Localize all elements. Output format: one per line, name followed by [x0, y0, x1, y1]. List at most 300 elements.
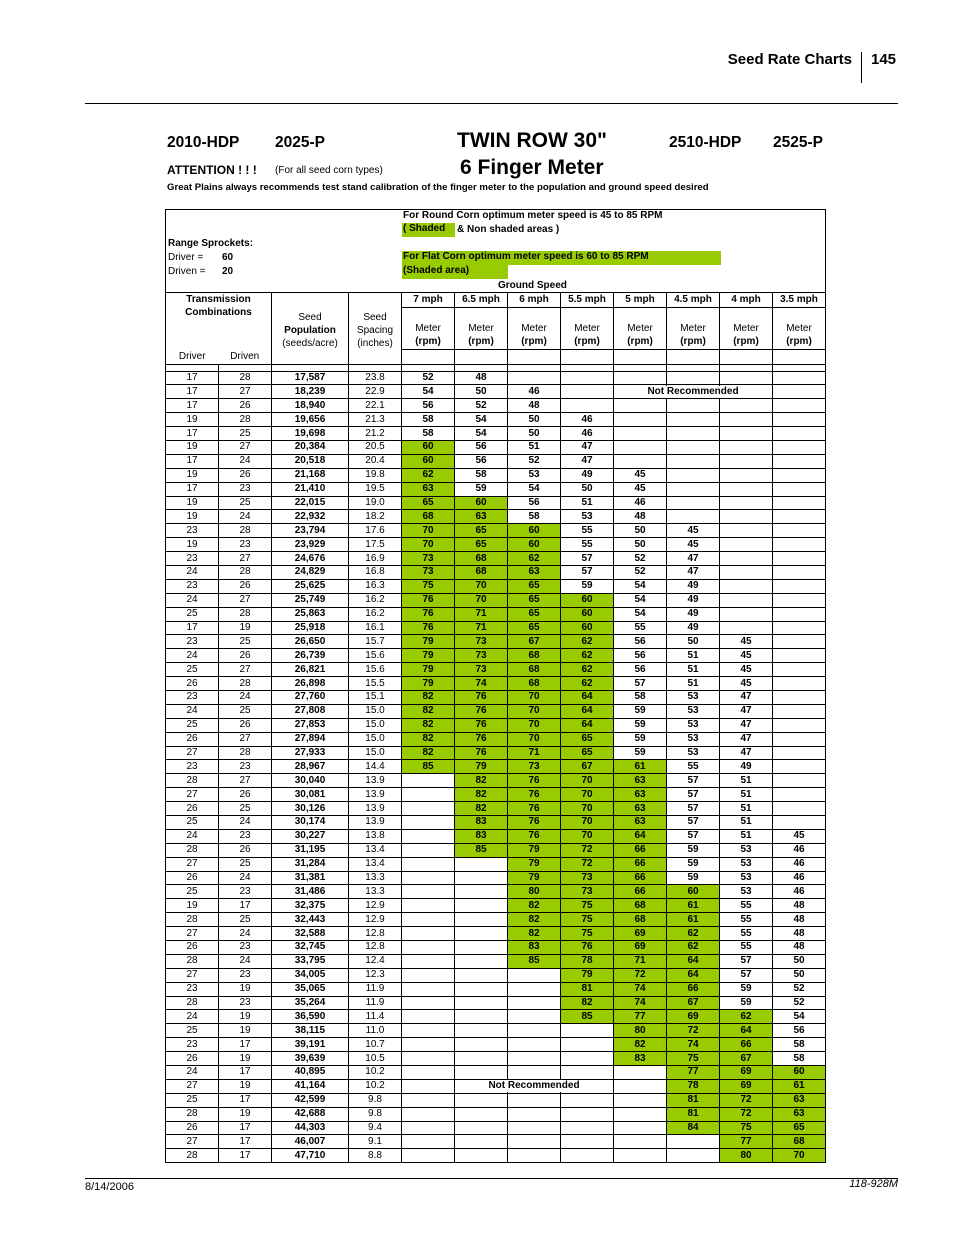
header-rule — [85, 103, 898, 104]
population-cell: 27,933 — [272, 746, 349, 760]
rpm-cell — [508, 1107, 561, 1121]
notes-box — [165, 209, 826, 293]
driven-cell: 17 — [219, 1121, 272, 1135]
table-row — [166, 690, 826, 704]
rpm-cell — [773, 704, 826, 718]
rpm-cell — [720, 496, 773, 510]
rpm-cell — [561, 1149, 614, 1163]
rpm-cell — [614, 1149, 667, 1163]
rpm-cell: 80 — [614, 1024, 667, 1038]
rpm-cell — [773, 690, 826, 704]
rpm-cell: 75 — [667, 1052, 720, 1066]
rpm-cell: 64 — [667, 954, 720, 968]
table-row — [166, 1135, 826, 1149]
spacing-cell: 13.9 — [349, 774, 402, 788]
population-cell: 41,164 — [272, 1079, 349, 1093]
shaded-label: ( Shaded — [402, 223, 455, 237]
meter-label: Meter — [468, 323, 494, 334]
driver-cell: 23 — [166, 690, 219, 704]
rpm-cell: 54 — [614, 579, 667, 593]
rpm-cell: 58 — [773, 1052, 826, 1066]
driver-cell: 23 — [166, 1038, 219, 1052]
ground-speed-label: Ground Speed — [498, 280, 567, 291]
driven-cell: 25 — [219, 427, 272, 441]
rpm-cell — [667, 482, 720, 496]
rpm-cell: 78 — [667, 1079, 720, 1093]
rpm-cell — [402, 885, 455, 899]
driver-cell: 26 — [166, 871, 219, 885]
rpm-cell — [508, 1121, 561, 1135]
rpm-cell: 46 — [561, 413, 614, 427]
transmission-label: Transmission — [186, 294, 251, 305]
rpm-cell: 52 — [402, 371, 455, 385]
rpm-cell — [720, 621, 773, 635]
driven-cell: 23 — [219, 968, 272, 982]
rpm-cell: 59 — [455, 482, 508, 496]
rpm-cell: 74 — [614, 996, 667, 1010]
rpm-cell — [455, 899, 508, 913]
rpm-cell: 70 — [561, 788, 614, 802]
rpm-cell — [402, 857, 455, 871]
rpm-cell: 45 — [614, 468, 667, 482]
rpm-cell: 48 — [455, 371, 508, 385]
table-row — [166, 1149, 826, 1163]
rpm-cell — [667, 413, 720, 427]
spacing-cell: 18.2 — [349, 510, 402, 524]
rpm-cell: 53 — [720, 885, 773, 899]
rpm-cell: 65 — [455, 524, 508, 538]
driven-cell: 27 — [219, 774, 272, 788]
rpm-cell: 64 — [561, 690, 614, 704]
population-cell: 27,894 — [272, 732, 349, 746]
driver-cell: 25 — [166, 816, 219, 830]
driven-cell: 26 — [219, 843, 272, 857]
rpm-cell: 82 — [402, 718, 455, 732]
spacing-cell: 13.3 — [349, 871, 402, 885]
rpm-cell: 56 — [614, 635, 667, 649]
rpm-cell: 72 — [667, 1024, 720, 1038]
driver-cell: 28 — [166, 913, 219, 927]
driven-cell: 24 — [219, 690, 272, 704]
driver-cell: 23 — [166, 982, 219, 996]
inches-label: (inches) — [357, 337, 393, 349]
not-recommended-label: Not Recommended — [456, 1080, 613, 1092]
rpm-cell: 80 — [720, 1149, 773, 1163]
chart-subtitle: 6 Finger Meter — [460, 156, 604, 179]
rpm-cell: 70 — [561, 802, 614, 816]
spacing-cell: 16.8 — [349, 565, 402, 579]
rpm-cell: 49 — [667, 579, 720, 593]
spacing-cell: 10.2 — [349, 1079, 402, 1093]
rpm-cell — [561, 1024, 614, 1038]
rpm-cell — [455, 1121, 508, 1135]
rpm-cell — [455, 1052, 508, 1066]
rpm-cell: 63 — [614, 788, 667, 802]
table-row — [166, 788, 826, 802]
spacing-cell: 15.0 — [349, 718, 402, 732]
rpm-cell — [508, 996, 561, 1010]
rpm-cell: 83 — [455, 816, 508, 830]
rpm-cell: 83 — [508, 941, 561, 955]
rpm-cell — [614, 1093, 667, 1107]
rpm-cell: 53 — [667, 718, 720, 732]
rpm-cell: 56 — [614, 663, 667, 677]
rpm-cell: 47 — [720, 704, 773, 718]
population-cell: 17,587 — [272, 371, 349, 385]
driven-cell: 28 — [219, 413, 272, 427]
driven-cell: 27 — [219, 732, 272, 746]
rpm-cell: 78 — [561, 954, 614, 968]
rpm-cell: 63 — [614, 802, 667, 816]
driver-value: 60 — [222, 252, 234, 263]
rpm-cell: 74 — [667, 1038, 720, 1052]
driven-cell: 27 — [219, 552, 272, 566]
rpm-cell: 47 — [720, 746, 773, 760]
rpm-cell: 71 — [614, 954, 667, 968]
driven-cell: 23 — [219, 941, 272, 955]
rpm-cell: 65 — [773, 1121, 826, 1135]
rpm-cell: 70 — [508, 718, 561, 732]
population-cell: 21,410 — [272, 482, 349, 496]
table-row — [166, 413, 826, 427]
driver-cell: 25 — [166, 885, 219, 899]
population-cell: 30,174 — [272, 816, 349, 830]
table-row — [166, 1024, 826, 1038]
rpm-cell: 66 — [614, 843, 667, 857]
rpm-cell — [614, 371, 667, 385]
rpm-cell: 76 — [508, 788, 561, 802]
population-label: Population — [284, 324, 336, 336]
rpm-cell — [508, 982, 561, 996]
rpm-cell: 79 — [455, 760, 508, 774]
rpm-cell: 69 — [720, 1066, 773, 1080]
meter-rpm-header — [667, 308, 720, 350]
seed-rate-table — [165, 292, 826, 1163]
spacing-cell: 17.5 — [349, 538, 402, 552]
rpm-cell — [773, 732, 826, 746]
driven-cell: 28 — [219, 565, 272, 579]
spacing-cell: 11.9 — [349, 996, 402, 1010]
flat-corn-note: For Flat Corn optimum meter speed is 60 to 85 RPM — [402, 251, 721, 265]
table-row — [166, 927, 826, 941]
rpm-cell: 72 — [720, 1093, 773, 1107]
range-sprockets-label: Range Sprockets: — [168, 238, 254, 249]
rpm-cell — [720, 538, 773, 552]
speed-header: 5 mph — [614, 293, 667, 308]
driven-header: Driven — [219, 350, 272, 365]
driver-cell: 27 — [166, 857, 219, 871]
rpm-cell: 60 — [402, 454, 455, 468]
rpm-cell — [773, 649, 826, 663]
rpm-cell: 81 — [667, 1093, 720, 1107]
driver-cell: 28 — [166, 954, 219, 968]
rpm-cell — [561, 1121, 614, 1135]
population-cell: 22,015 — [272, 496, 349, 510]
population-cell: 30,081 — [272, 788, 349, 802]
rpm-cell: 71 — [455, 621, 508, 635]
rpm-cell: 53 — [667, 732, 720, 746]
rpm-cell: 47 — [667, 552, 720, 566]
driven-cell: 17 — [219, 1066, 272, 1080]
driven-cell: 17 — [219, 1038, 272, 1052]
spacing-cell: 16.2 — [349, 593, 402, 607]
table-row — [166, 440, 826, 454]
rpm-label: (rpm) — [786, 336, 812, 347]
rpm-cell: 54 — [508, 482, 561, 496]
rpm-cell — [402, 996, 455, 1010]
rpm-cell — [508, 968, 561, 982]
driven-cell: 26 — [219, 399, 272, 413]
rpm-cell: 73 — [455, 663, 508, 677]
driven-cell: 19 — [219, 1010, 272, 1024]
rpm-cell: 48 — [773, 899, 826, 913]
rpm-cell — [402, 1024, 455, 1038]
rpm-cell: 61 — [667, 899, 720, 913]
calibration-recommendation: Great Plains always recommends test stand calibration of the finger meter to the population and ground speed desired — [167, 182, 709, 193]
rpm-cell — [455, 913, 508, 927]
rpm-cell: 57 — [720, 954, 773, 968]
driven-cell: 23 — [219, 538, 272, 552]
rpm-cell — [455, 1107, 508, 1121]
rpm-cell — [614, 1135, 667, 1149]
rpm-cell: 59 — [614, 704, 667, 718]
rpm-cell: 49 — [667, 593, 720, 607]
driven-cell: 23 — [219, 885, 272, 899]
table-row — [166, 635, 826, 649]
footer-doc-number: 118-928M — [849, 1178, 898, 1190]
rpm-cell — [720, 440, 773, 454]
rpm-cell — [773, 802, 826, 816]
rpm-cell — [561, 399, 614, 413]
rpm-cell: 48 — [773, 913, 826, 927]
transmission-header — [166, 293, 272, 350]
driver-cell: 17 — [166, 482, 219, 496]
table-row — [166, 1121, 826, 1135]
table-row — [166, 1093, 826, 1107]
population-cell: 42,599 — [272, 1093, 349, 1107]
spacing-cell: 19.5 — [349, 482, 402, 496]
rpm-cell: 55 — [667, 760, 720, 774]
seed-label: Seed — [363, 311, 387, 323]
spacing-cell: 11.0 — [349, 1024, 402, 1038]
rpm-cell: 74 — [614, 982, 667, 996]
population-cell: 30,040 — [272, 774, 349, 788]
rpm-cell: 58 — [614, 690, 667, 704]
rpm-cell: 50 — [773, 968, 826, 982]
spacing-cell: 13.9 — [349, 802, 402, 816]
rpm-cell: 53 — [667, 746, 720, 760]
model-2510-hdp: 2510-HDP — [669, 134, 742, 151]
rpm-cell: 57 — [667, 788, 720, 802]
rpm-cell: 51 — [667, 663, 720, 677]
rpm-cell: 82 — [455, 802, 508, 816]
table-row — [166, 607, 826, 621]
population-cell: 40,895 — [272, 1066, 349, 1080]
driver-cell: 23 — [166, 552, 219, 566]
rpm-cell: 53 — [720, 871, 773, 885]
population-cell: 26,821 — [272, 663, 349, 677]
rpm-cell: 76 — [455, 704, 508, 718]
rpm-cell: 82 — [455, 774, 508, 788]
rpm-cell: 58 — [773, 1038, 826, 1052]
population-cell: 24,676 — [272, 552, 349, 566]
not-recommended-label: Not Recommended — [615, 386, 772, 398]
driven-cell: 23 — [219, 760, 272, 774]
driver-cell: 23 — [166, 760, 219, 774]
rpm-cell: 85 — [455, 843, 508, 857]
rpm-cell: 85 — [508, 954, 561, 968]
table-row — [166, 899, 826, 913]
spacing-label: Spacing — [356, 324, 394, 336]
rpm-cell: 62 — [561, 649, 614, 663]
driven-cell: 26 — [219, 579, 272, 593]
rpm-cell — [455, 1149, 508, 1163]
rpm-cell: 49 — [561, 468, 614, 482]
rpm-cell: 62 — [561, 635, 614, 649]
rpm-cell: 67 — [667, 996, 720, 1010]
rpm-cell: 57 — [614, 677, 667, 691]
rpm-cell — [508, 1010, 561, 1024]
rpm-cell — [614, 399, 667, 413]
rpm-cell — [773, 579, 826, 593]
rpm-cell — [614, 427, 667, 441]
population-cell: 23,794 — [272, 524, 349, 538]
spacing-cell: 20.5 — [349, 440, 402, 454]
population-cell: 46,007 — [272, 1135, 349, 1149]
spacing-cell: 14.4 — [349, 760, 402, 774]
population-cell: 25,749 — [272, 593, 349, 607]
population-cell: 21,168 — [272, 468, 349, 482]
rpm-cell: 46 — [773, 885, 826, 899]
population-cell: 26,650 — [272, 635, 349, 649]
spacing-cell: 11.4 — [349, 1010, 402, 1024]
rpm-cell — [455, 885, 508, 899]
driver-cell: 24 — [166, 593, 219, 607]
rpm-cell — [614, 1066, 667, 1080]
driven-cell: 23 — [219, 829, 272, 843]
table-row — [166, 482, 826, 496]
spacing-cell: 15.0 — [349, 746, 402, 760]
population-cell: 36,590 — [272, 1010, 349, 1024]
driven-cell: 27 — [219, 440, 272, 454]
rpm-cell — [561, 1107, 614, 1121]
rpm-cell — [455, 857, 508, 871]
rpm-cell: 56 — [508, 496, 561, 510]
rpm-cell: 69 — [667, 1010, 720, 1024]
rpm-cell: 52 — [455, 399, 508, 413]
rpm-cell — [773, 607, 826, 621]
rpm-cell: 80 — [508, 885, 561, 899]
rpm-cell: 76 — [508, 774, 561, 788]
rpm-cell: 54 — [455, 413, 508, 427]
driven-cell: 19 — [219, 1024, 272, 1038]
meter-label: Meter — [786, 323, 812, 334]
rpm-cell — [402, 802, 455, 816]
rpm-cell: 65 — [455, 538, 508, 552]
rpm-cell: 61 — [614, 760, 667, 774]
driver-cell: 23 — [166, 635, 219, 649]
rpm-cell: 82 — [508, 899, 561, 913]
rpm-cell: 82 — [455, 788, 508, 802]
rpm-label: (rpm) — [468, 336, 494, 347]
rpm-cell — [667, 371, 720, 385]
rpm-cell: 66 — [667, 982, 720, 996]
spacing-cell: 12.9 — [349, 899, 402, 913]
rpm-cell — [773, 538, 826, 552]
population-cell: 34,005 — [272, 968, 349, 982]
rpm-cell — [720, 454, 773, 468]
rpm-cell: 82 — [402, 690, 455, 704]
rpm-cell: 82 — [508, 913, 561, 927]
rpm-cell: 75 — [720, 1121, 773, 1135]
rpm-cell: 53 — [720, 843, 773, 857]
rpm-label: (rpm) — [521, 336, 547, 347]
rpm-cell: 75 — [561, 927, 614, 941]
table-row — [166, 857, 826, 871]
rpm-cell: 76 — [402, 593, 455, 607]
rpm-cell: 55 — [720, 941, 773, 955]
rpm-cell: 45 — [720, 677, 773, 691]
rpm-cell: 73 — [455, 649, 508, 663]
rpm-cell: 62 — [720, 1010, 773, 1024]
driver-cell: 17 — [166, 427, 219, 441]
rpm-cell: 64 — [561, 704, 614, 718]
rpm-cell: 55 — [720, 927, 773, 941]
rpm-cell: 59 — [667, 843, 720, 857]
driven-cell: 24 — [219, 510, 272, 524]
driver-cell: 25 — [166, 1093, 219, 1107]
rpm-cell: 56 — [614, 649, 667, 663]
rpm-cell — [402, 1010, 455, 1024]
header-separator — [861, 52, 862, 83]
rpm-cell — [773, 468, 826, 482]
driver-header: Driver — [166, 350, 219, 365]
spacing-cell: 9.8 — [349, 1107, 402, 1121]
driver-cell: 17 — [166, 385, 219, 399]
rpm-label: (rpm) — [574, 336, 600, 347]
rpm-cell: 45 — [773, 829, 826, 843]
population-cell: 47,710 — [272, 1149, 349, 1163]
population-cell: 27,760 — [272, 690, 349, 704]
driver-cell: 28 — [166, 843, 219, 857]
rpm-cell: 72 — [561, 857, 614, 871]
rpm-cell: 73 — [508, 760, 561, 774]
driver-cell: 26 — [166, 1121, 219, 1135]
rpm-cell: 82 — [614, 1038, 667, 1052]
rpm-cell: 68 — [402, 510, 455, 524]
rpm-cell — [773, 413, 826, 427]
rpm-cell: 49 — [667, 607, 720, 621]
rpm-cell: 83 — [455, 829, 508, 843]
rpm-cell — [720, 427, 773, 441]
population-cell: 18,239 — [272, 385, 349, 399]
driver-cell: 24 — [166, 565, 219, 579]
population-cell: 35,264 — [272, 996, 349, 1010]
driver-cell: 28 — [166, 1107, 219, 1121]
driver-cell: 27 — [166, 1079, 219, 1093]
rpm-cell: 46 — [773, 871, 826, 885]
driver-cell: 28 — [166, 774, 219, 788]
driven-cell: 17 — [219, 899, 272, 913]
rpm-cell: 70 — [402, 538, 455, 552]
table-row — [166, 954, 826, 968]
rpm-cell — [773, 760, 826, 774]
rpm-cell — [773, 371, 826, 385]
rpm-cell — [455, 1093, 508, 1107]
rpm-cell — [455, 1038, 508, 1052]
rpm-cell — [561, 371, 614, 385]
rpm-cell: 60 — [561, 593, 614, 607]
